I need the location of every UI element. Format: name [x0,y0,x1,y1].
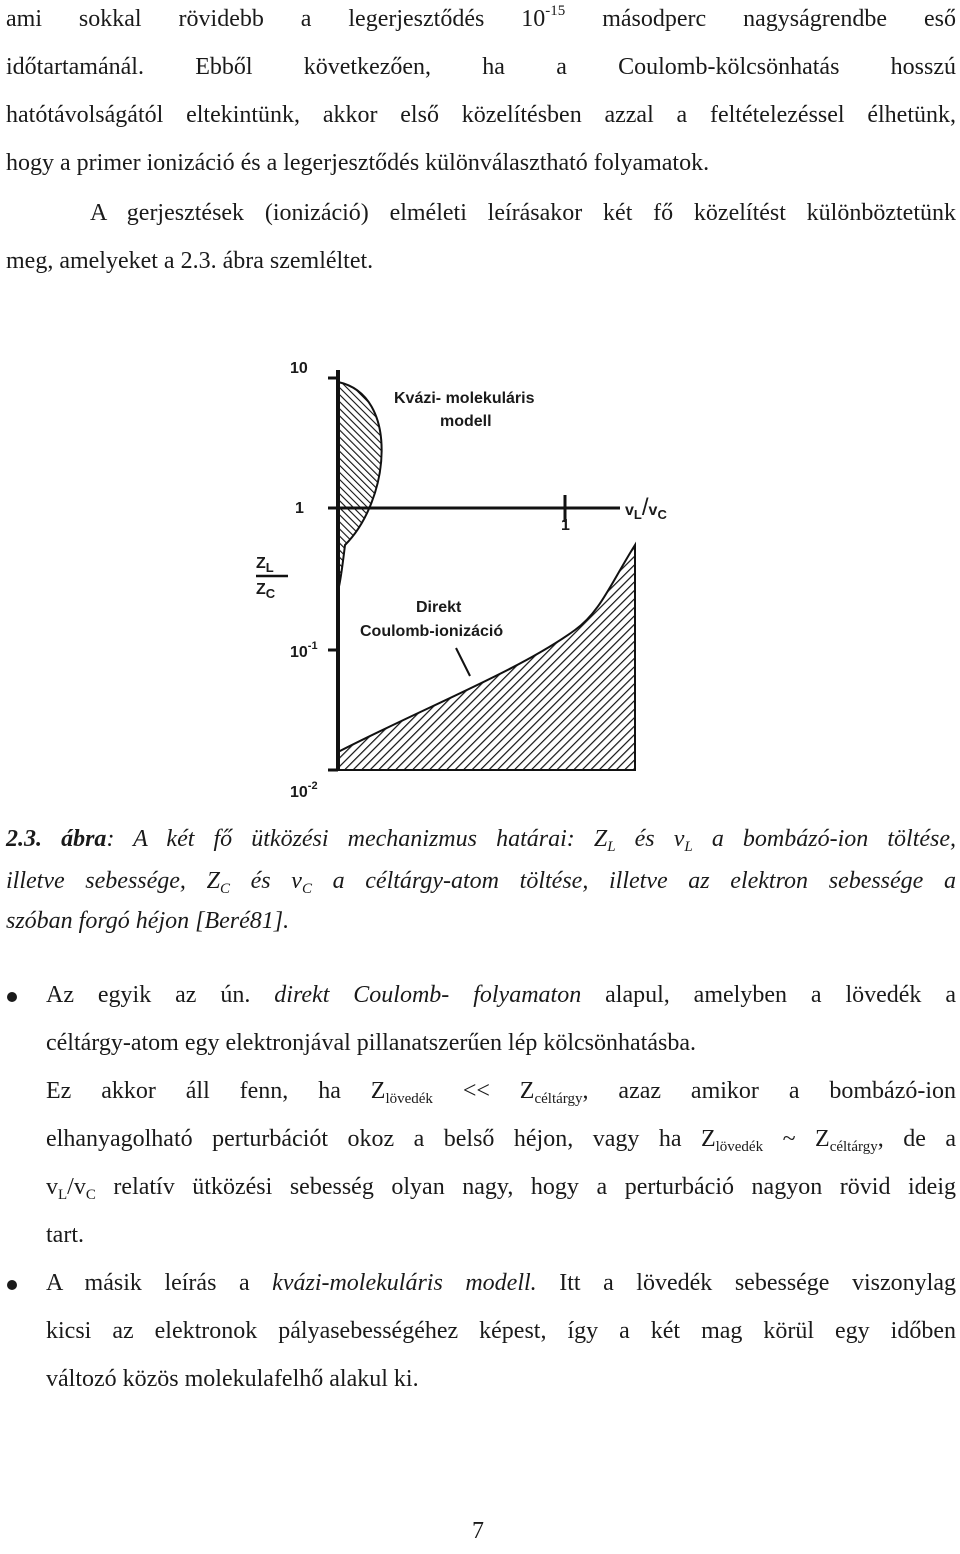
bullet-icon [7,992,17,1002]
paragraph-line: hatótávolságától eltekintünk, akkor első közelítésben azzal a feltételezéssel élhetünk, [6,102,956,128]
y-tick-label: $10^{-2}$ [290,780,318,801]
x-axis-label: $v_L/v_C$ [625,494,667,522]
region-label-direct: Direkt [416,599,462,616]
figure-2-3 [256,350,720,805]
region-label-quasi-molecular: Kvázi- molekuláris [394,390,535,407]
paragraph-line: ami sokkal rövidebb a legerjesztődés $10^{-15}$ másodperc nagyságrendbe eső [6,3,957,32]
paragraph-line: időtartamánál. Ebből következően, ha a Coulomb-kölcsönhatás hosszú [6,54,956,80]
label-pointer [456,648,470,676]
bullet-line: változó közös molekulafelhő alakul ki. [46,1366,419,1392]
paragraph-line: hogy a primer ionizáció és a legerjesztődés különválasztható folyamatok. [6,150,710,176]
page-number: 7 [472,1518,484,1544]
y-axis-label-denominator: $Z_C$ [256,581,276,601]
quasi-molecular-region [338,382,382,590]
y-tick-label: $10^{-1}$ [290,640,318,661]
bullet-icon [7,1280,17,1290]
bullet-line: A másik leírás a kvázi-molekuláris modell. Itt a lövedék sebessége viszonylag [46,1270,956,1296]
bullet-line: tart. [46,1222,84,1248]
direct-coulomb-region [338,545,635,770]
bullet-line: céltárgy-atom egy elektronjával pillanatszerűen lép kölcsönhatásba. [46,1030,696,1056]
region-label-direct-2: Coulomb-ionizáció [360,623,504,640]
region-label-quasi-molecular-2: modell [440,413,492,430]
figure-caption: illetve sebessége, $Z_C$ és $v_C$ a céltárgy-atom töltése, illetve az elektron sebessége a [6,868,956,897]
figure-caption: 2.3. ábra: A két fő ütközési mechanizmus határai: $Z_L$ és $v_L$ a bombázó-ion töltése, [6,826,957,855]
bullet-line: $v_L/v_C$ relatív ütközési sebesség olyan nagy, hogy a perturbáció nagyon rövid ideig [46,1174,956,1203]
bullet-line: elhanyagolható perturbációt okoz a belső héjon, vagy ha $Z_{lövedék}$ ~ $Z_{céltárgy}$, de a [46,1126,956,1155]
figure-caption: szóban forgó héjon [Beré81]. [6,908,290,934]
y-tick-label: 10 [290,360,308,377]
paragraph-line: meg, amelyeket a 2.3. ábra szemléltet. [6,248,374,274]
paragraph-line: A gerjesztések (ionizáció) elméleti leírásakor két fő közelítést különböztetünk [90,200,956,226]
x-tick-label: 1 [561,517,570,534]
bullet-line: Az egyik az ún. direkt Coulomb- folyamaton alapul, amelyben a lövedék a [46,982,957,1008]
y-tick-label: 1 [295,500,304,517]
bullet-line: Ez akkor áll fenn, ha $Z_{lövedék} << Z_{céltárgy}$, azaz amikor a bombázó-ion [46,1078,957,1107]
bullet-line: kicsi az elektronok pályasebességéhez képest, így a két mag körül egy időben [46,1318,956,1344]
y-axis-label-numerator: $Z_L$ [256,555,274,575]
